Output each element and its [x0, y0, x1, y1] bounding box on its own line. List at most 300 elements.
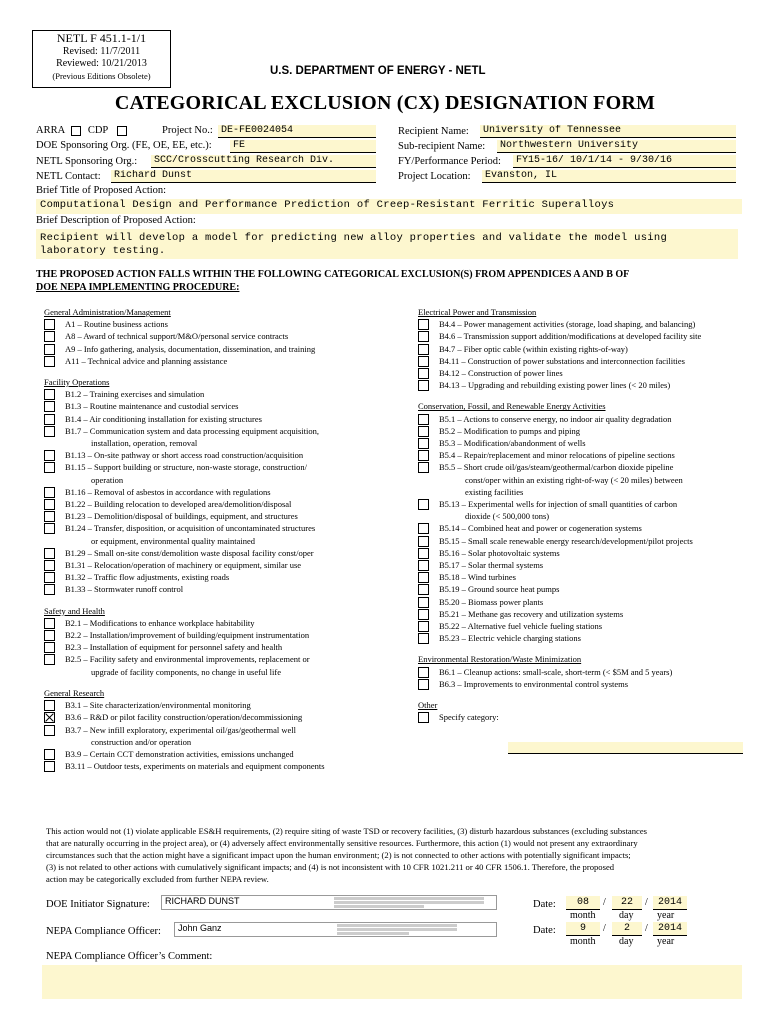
facility-operations-item: [44, 583, 374, 595]
electrical-power-text: B4.11 – Construction of power substations and interconnection facilities: [439, 355, 685, 366]
category-heading-other: Other: [418, 700, 438, 711]
conservation-fossil-renewable-item: [418, 498, 744, 522]
date1-day-field[interactable]: 22: [612, 896, 642, 910]
general-administration-text: A11 – Technical advice and planning assistance: [65, 355, 228, 366]
facility-operations-item: [44, 461, 374, 485]
general-administration-item: [44, 355, 374, 367]
facility-operations-label: [65, 461, 374, 485]
list-environmental-restoration: [418, 666, 744, 690]
general-research-label: [65, 748, 374, 760]
conservation-fossil-renewable-item: [418, 547, 744, 559]
disclaimer-line: (3) is not related to other actions with cumulatively significant impacts; and (4) is not inconsistent with 10 CFR 1021.211 or 40 CFR 1506.1. Therefore, the proposed: [46, 862, 615, 872]
safety-health-checkbox[interactable]: [44, 642, 55, 653]
facility-operations-label: [65, 388, 374, 400]
brief-title-field[interactable]: [36, 199, 742, 214]
conservation-fossil-renewable-label: [439, 559, 744, 571]
facility-operations-item: [44, 547, 374, 559]
facility-operations-checkbox[interactable]: [44, 572, 55, 583]
brief-title-text: Computational Design and Performance Prediction of Creep-Resistant Ferritic Superalloys: [40, 199, 615, 211]
facility-operations-label: [65, 449, 374, 461]
general-research-text: B3.11 – Outdoor tests, experiments on materials and equipment components: [65, 761, 325, 772]
project-no-label: Project No.:: [162, 125, 213, 136]
electrical-power-item: [418, 330, 744, 342]
facility-operations-item: [44, 449, 374, 461]
initiator-signature-field[interactable]: [161, 895, 497, 910]
general-administration-text: A8 – Award of technical support/M&O/personal service contracts: [65, 331, 289, 342]
conservation-fossil-renewable-item: [418, 608, 744, 620]
electrical-power-checkbox[interactable]: [418, 380, 429, 391]
fy-label: FY/Performance Period:: [398, 156, 501, 167]
agency-title: U.S. DEPARTMENT OF ENERGY - NETL: [270, 65, 486, 77]
conservation-fossil-renewable-label: [439, 461, 744, 498]
officer-signature-field[interactable]: [174, 922, 497, 937]
facility-operations-checkbox[interactable]: [44, 414, 55, 425]
recipient-field[interactable]: University of Tennessee: [480, 125, 736, 138]
general-research-text-continued: construction and/or operation: [91, 736, 192, 747]
disclaimer-text: [46, 825, 746, 885]
facility-operations-item: [44, 571, 374, 583]
conservation-fossil-renewable-text: B5.22 – Alternative fuel vehicle fueling stations: [439, 621, 603, 632]
doe-org-field[interactable]: FE: [230, 140, 376, 153]
recipient-label: Recipient Name:: [398, 126, 469, 137]
electrical-power-checkbox[interactable]: [418, 331, 429, 342]
general-administration-checkbox[interactable]: [44, 344, 55, 355]
conservation-fossil-renewable-item: [418, 620, 744, 632]
conservation-fossil-renewable-checkbox[interactable]: [418, 499, 429, 510]
conservation-fossil-renewable-text: B5.18 – Wind turbines: [439, 572, 516, 583]
conservation-fossil-renewable-checkbox[interactable]: [418, 536, 429, 547]
conservation-fossil-renewable-item: [418, 413, 744, 425]
conservation-fossil-renewable-checkbox[interactable]: [418, 584, 429, 595]
revised-date: Revised: 11/7/2011: [62, 46, 141, 57]
date-label: Date:: [533, 899, 556, 910]
date-separator: /: [645, 923, 648, 934]
conservation-fossil-renewable-text: B5.19 – Ground source heat pumps: [439, 584, 560, 595]
conservation-fossil-renewable-item: [418, 596, 744, 608]
general-research-item: [44, 748, 374, 760]
general-research-item: [44, 711, 374, 723]
list-safety-health: [44, 617, 374, 678]
general-research-item: [44, 760, 374, 772]
safety-health-label: [65, 653, 374, 677]
conservation-fossil-renewable-text: B5.15 – Small scale renewable energy research/development/pilot projects: [439, 535, 693, 546]
electrical-power-checkbox[interactable]: [418, 319, 429, 330]
facility-operations-label: [65, 425, 374, 449]
facility-operations-item: [44, 522, 374, 546]
facility-operations-text: B1.16 – Removal of asbestos in accordance with regulations: [65, 486, 271, 497]
electrical-power-item: [418, 318, 744, 330]
officer-signature-name: John Ganz: [178, 923, 222, 933]
general-administration-item: [44, 343, 374, 355]
brief-desc-line-1: Recipient will develop a model for predicting new alloy properties and validate the model using: [40, 232, 668, 244]
safety-health-item: [44, 653, 374, 677]
month-caption: month: [570, 936, 596, 947]
facility-operations-text: B1.4 – Air conditioning installation for existing structures: [65, 413, 262, 424]
previous-editions-note: (Previous Editions Obsolete): [52, 71, 151, 81]
category-heading-facility-operations: Facility Operations: [44, 377, 110, 388]
general-research-text: B3.6 – R&D or pilot facility construction/operation/decommissioning: [65, 712, 303, 723]
general-research-item: [44, 724, 374, 748]
facility-operations-label: [65, 486, 374, 498]
general-administration-checkbox[interactable]: [44, 319, 55, 330]
day-caption: day: [619, 910, 634, 921]
safety-health-text: B2.5 – Facility safety and environmental improvements, replacement or: [65, 654, 310, 665]
conservation-fossil-renewable-item: [418, 522, 744, 534]
facility-operations-label: [65, 400, 374, 412]
facility-operations-checkbox[interactable]: [44, 487, 55, 498]
general-research-label: [65, 724, 374, 748]
arra-text: ARRA: [36, 125, 65, 136]
other-checkbox[interactable]: [418, 712, 429, 723]
date-separator: /: [645, 897, 648, 908]
conservation-fossil-renewable-checkbox[interactable]: [418, 414, 429, 425]
year-caption: year: [657, 910, 675, 921]
conservation-fossil-renewable-text: B5.1 – Actions to conserve energy, no indoor air quality degradation: [439, 413, 672, 424]
facility-operations-checkbox[interactable]: [44, 548, 55, 559]
conservation-fossil-renewable-label: [439, 583, 744, 595]
conservation-fossil-renewable-text-continued: existing facilities: [465, 486, 524, 497]
safety-health-label: [65, 617, 374, 629]
electrical-power-label: [439, 318, 744, 330]
safety-health-checkbox[interactable]: [44, 654, 55, 665]
conservation-fossil-renewable-item: [418, 449, 744, 461]
conservation-fossil-renewable-label: [439, 425, 744, 437]
general-administration-label: [65, 355, 374, 367]
location-label: Project Location:: [398, 171, 471, 182]
facility-operations-item: [44, 388, 374, 400]
general-administration-label: [65, 343, 374, 355]
digital-signature-stamp: [337, 924, 457, 935]
fy-field[interactable]: FY15-16/ 10/1/14 - 9/30/16: [513, 155, 736, 168]
safety-health-checkbox[interactable]: [44, 618, 55, 629]
facility-operations-text: B1.33 – Stormwater runoff control: [65, 584, 184, 595]
netl-contact-field[interactable]: Richard Dunst: [111, 170, 376, 183]
section-heading-line-1: THE PROPOSED ACTION FALLS WITHIN THE FOLLOWING CATEGORICAL EXCLUSION(S) FROM APPENDICES A AND B OF: [36, 269, 630, 280]
electrical-power-text: B4.6 – Transmission support addition/modifications at developed facility site: [439, 331, 702, 342]
facility-operations-text: B1.29 – Small on-site const/demolition waste disposal facility const/oper: [65, 547, 314, 558]
conservation-fossil-renewable-checkbox[interactable]: [418, 621, 429, 632]
left-column: [44, 306, 374, 772]
date2-month-field[interactable]: 9: [566, 922, 600, 936]
section-heading-line-2: DOE NEPA IMPLEMENTING PROCEDURE:: [36, 282, 240, 293]
electrical-power-label: [439, 330, 744, 342]
conservation-fossil-renewable-item: [418, 559, 744, 571]
electrical-power-item: [418, 355, 744, 367]
date2-year-field[interactable]: 2014: [653, 922, 687, 936]
general-administration-checkbox[interactable]: [44, 331, 55, 342]
category-heading-safety-health: Safety and Health: [44, 605, 105, 616]
facility-operations-text: B1.13 – On-site pathway or short access road construction/acquisition: [65, 450, 304, 461]
reviewed-date: Reviewed: 10/21/2013: [56, 58, 147, 69]
date1-year-field[interactable]: 2014: [653, 896, 687, 910]
facility-operations-checkbox[interactable]: [44, 401, 55, 412]
conservation-fossil-renewable-label: [439, 449, 744, 461]
general-research-text: B3.1 – Site characterization/environmental monitoring: [65, 700, 251, 711]
category-heading-environmental-restoration: Environmental Restoration/Waste Minimization: [418, 654, 582, 665]
date-separator: /: [603, 923, 606, 934]
subrecipient-label: Sub-recipient Name:: [398, 141, 486, 152]
general-research-text: B3.9 – Certain CCT demonstration activities, emissions unchanged: [65, 748, 294, 759]
safety-health-item: [44, 641, 374, 653]
electrical-power-checkbox[interactable]: [418, 368, 429, 379]
conservation-fossil-renewable-text: B5.20 – Biomass power plants: [439, 596, 544, 607]
general-research-checkbox[interactable]: [44, 700, 55, 711]
general-research-label: [65, 760, 374, 772]
facility-operations-checkbox[interactable]: [44, 462, 55, 473]
electrical-power-label: [439, 379, 744, 391]
date1-month-field[interactable]: 08: [566, 896, 600, 910]
facility-operations-checkbox[interactable]: [44, 450, 55, 461]
conservation-fossil-renewable-text: B5.16 – Solar photovoltaic systems: [439, 547, 560, 558]
conservation-fossil-renewable-label: [439, 535, 744, 547]
conservation-fossil-renewable-checkbox[interactable]: [418, 438, 429, 449]
list-general-research: [44, 699, 374, 772]
arra-label: [36, 125, 127, 136]
other-item: [418, 711, 744, 723]
conservation-fossil-renewable-text: B5.17 – Solar thermal systems: [439, 560, 544, 571]
electrical-power-text: B4.7 – Fiber optic cable (within existing rights-of-way): [439, 343, 628, 354]
safety-health-checkbox[interactable]: [44, 630, 55, 641]
facility-operations-checkbox[interactable]: [44, 389, 55, 400]
right-column: [418, 306, 744, 724]
disclaimer-line: This action would not (1) violate applicable ES&H requirements, (2) require siting of waste TSD or recovery facilities, (3) disturb hazardous substances (excluding substances: [46, 826, 648, 836]
conservation-fossil-renewable-label: [439, 571, 744, 583]
conservation-fossil-renewable-checkbox[interactable]: [418, 523, 429, 534]
environmental-restoration-label: [439, 666, 744, 678]
netl-org-field[interactable]: SCC/Crosscutting Research Div.: [151, 155, 376, 168]
location-field[interactable]: Evanston, IL: [482, 170, 736, 183]
facility-operations-label: [65, 547, 374, 559]
conservation-fossil-renewable-checkbox[interactable]: [418, 560, 429, 571]
general-research-checkbox[interactable]: [44, 712, 55, 723]
category-heading-general-administration: General Administration/Management: [44, 307, 171, 317]
list-conservation-fossil-renewable: [418, 413, 744, 645]
conservation-fossil-renewable-checkbox[interactable]: [418, 572, 429, 583]
category-heading-general-research: General Research: [44, 687, 105, 698]
environmental-restoration-checkbox[interactable]: [418, 667, 429, 678]
facility-operations-text: B1.2 – Training exercises and simulation: [65, 389, 205, 400]
cdp-checkbox[interactable]: [117, 126, 127, 136]
list-facility-operations: [44, 388, 374, 595]
conservation-fossil-renewable-checkbox[interactable]: [418, 426, 429, 437]
conservation-fossil-renewable-checkbox[interactable]: [418, 450, 429, 461]
other-label: Specify category:: [439, 712, 499, 723]
conservation-fossil-renewable-label: [439, 522, 744, 534]
facility-operations-label: [65, 571, 374, 583]
form-title: CATEGORICAL EXCLUSION (CX) DESIGNATION FORM: [114, 92, 656, 114]
brief-title-label: Brief Title of Proposed Action:: [36, 185, 167, 196]
facility-operations-item: [44, 400, 374, 412]
general-research-item: [44, 699, 374, 711]
conservation-fossil-renewable-label: [439, 632, 744, 644]
general-administration-item: [44, 330, 374, 342]
netl-org-label: NETL Sponsoring Org.:: [36, 156, 138, 167]
facility-operations-text-continued: installation, operation, removal: [91, 438, 198, 449]
facility-operations-checkbox[interactable]: [44, 511, 55, 522]
facility-operations-label: [65, 510, 374, 522]
facility-operations-item: [44, 413, 374, 425]
general-research-text: B3.7 – New infill exploratory, experimental oil/gas/geothermal well: [65, 724, 297, 735]
conservation-fossil-renewable-label: [439, 596, 744, 608]
conservation-fossil-renewable-text: B5.5 – Short crude oil/gas/steam/geothermal/carbon dioxide pipeline: [439, 462, 674, 473]
brief-desc-line-2: laboratory testing.: [40, 245, 166, 257]
brief-desc-field[interactable]: [36, 229, 738, 259]
electrical-power-text: B4.12 – Construction of power lines: [439, 368, 563, 379]
safety-health-text-continued: upgrade of facility components, no change in useful life: [91, 666, 282, 677]
conservation-fossil-renewable-label: [439, 547, 744, 559]
category-heading-electrical-power: Electrical Power and Transmission: [418, 307, 537, 317]
facility-operations-label: [65, 522, 374, 546]
conservation-fossil-renewable-item: [418, 571, 744, 583]
electrical-power-label: [439, 367, 744, 379]
general-administration-label: [65, 318, 374, 330]
safety-health-label: [65, 629, 374, 641]
officer-comment-field[interactable]: [42, 965, 742, 999]
officer-signature-label: NEPA Compliance Officer:: [46, 926, 161, 937]
general-research-checkbox[interactable]: [44, 725, 55, 736]
facility-operations-text-continued: operation: [91, 474, 124, 485]
electrical-power-checkbox[interactable]: [418, 344, 429, 355]
conservation-fossil-renewable-label: [439, 498, 744, 522]
netl-contact-label: NETL Contact:: [36, 171, 101, 182]
facility-operations-text: B1.15 – Support building or structure, non-waste storage, construction/: [65, 462, 307, 473]
month-caption: month: [570, 910, 596, 921]
electrical-power-checkbox[interactable]: [418, 356, 429, 367]
conservation-fossil-renewable-item: [418, 632, 744, 644]
general-administration-item: [44, 318, 374, 330]
safety-health-item: [44, 629, 374, 641]
conservation-fossil-renewable-text: B5.2 – Modification to pumps and piping: [439, 425, 580, 436]
initiator-signature-name: RICHARD DUNST: [165, 896, 240, 906]
facility-operations-label: [65, 559, 374, 571]
officer-comment-label: NEPA Compliance Officer’s Comment:: [46, 951, 213, 962]
environmental-restoration-label: [439, 678, 744, 690]
conservation-fossil-renewable-checkbox[interactable]: [418, 609, 429, 620]
facility-operations-item: [44, 425, 374, 449]
electrical-power-item: [418, 343, 744, 355]
facility-operations-label: [65, 413, 374, 425]
facility-operations-checkbox[interactable]: [44, 560, 55, 571]
project-no-field[interactable]: DE-FE0024054: [218, 125, 376, 138]
initiator-signature-label: DOE Initiator Signature:: [46, 899, 150, 910]
conservation-fossil-renewable-text: B5.21 – Methane gas recovery and utilization systems: [439, 608, 624, 619]
subrecipient-field[interactable]: Northwestern University: [497, 140, 736, 153]
conservation-fossil-renewable-text: B5.13 – Experimental wells for injection of small quantities of carbon: [439, 499, 678, 510]
general-administration-label: [65, 330, 374, 342]
safety-health-label: [65, 641, 374, 653]
conservation-fossil-renewable-text-continued: dioxide (< 500,000 tons): [465, 511, 550, 522]
conservation-fossil-renewable-label: [439, 437, 744, 449]
safety-health-item: [44, 617, 374, 629]
general-administration-text: A1 – Routine business actions: [65, 319, 168, 330]
year-caption: year: [657, 936, 675, 947]
conservation-fossil-renewable-label: [439, 620, 744, 632]
conservation-fossil-renewable-item: [418, 535, 744, 547]
facility-operations-checkbox[interactable]: [44, 523, 55, 534]
conservation-fossil-renewable-checkbox[interactable]: [418, 548, 429, 559]
conservation-fossil-renewable-text: B5.23 – Electric vehicle charging stations: [439, 633, 581, 644]
facility-operations-text: B1.31 – Relocation/operation of machinery or equipment, similar use: [65, 560, 302, 571]
disclaimer-line: action may be categorically excluded from further NEPA review.: [46, 874, 269, 884]
general-research-checkbox[interactable]: [44, 761, 55, 772]
date-label: Date:: [533, 925, 556, 936]
disclaimer-line: circumstances such that the action might have a significant impact upon the human environment; (2) is not connected to other actions with potentially significant impacts;: [46, 850, 631, 860]
safety-health-text: B2.1 – Modifications to enhance workplace habitability: [65, 617, 255, 628]
conservation-fossil-renewable-text: B5.14 – Combined heat and power or cogeneration systems: [439, 523, 642, 534]
general-administration-checkbox[interactable]: [44, 356, 55, 367]
facility-operations-text: B1.23 – Demolition/disposal of buildings, equipment, and structures: [65, 511, 298, 522]
section-heading: [36, 268, 736, 294]
facility-operations-text: B1.7 – Communication system and data processing equipment acquisition,: [65, 425, 320, 436]
conservation-fossil-renewable-label: [439, 413, 744, 425]
facility-operations-label: [65, 583, 374, 595]
electrical-power-label: [439, 343, 744, 355]
facility-operations-text: B1.32 – Traffic flow adjustments, existing roads: [65, 572, 230, 583]
conservation-fossil-renewable-checkbox[interactable]: [418, 597, 429, 608]
day-caption: day: [619, 936, 634, 947]
general-research-label: [65, 711, 374, 723]
conservation-fossil-renewable-item: [418, 437, 744, 449]
facility-operations-text: B1.3 – Routine maintenance and custodial services: [65, 401, 239, 412]
digital-signature-stamp: [334, 897, 484, 908]
facility-operations-item: [44, 559, 374, 571]
conservation-fossil-renewable-checkbox[interactable]: [418, 633, 429, 644]
brief-desc-label: Brief Description of Proposed Action:: [36, 215, 196, 226]
general-administration-text: A9 – Info gathering, analysis, documentation, dissemination, and training: [65, 343, 316, 354]
date-separator: /: [603, 897, 606, 908]
facility-operations-text: B1.24 – Transfer, disposition, or acquisition of uncontaminated structures: [65, 523, 316, 534]
conservation-fossil-renewable-checkbox[interactable]: [418, 462, 429, 473]
form-number: NETL F 451.1-1/1: [56, 31, 147, 45]
facility-operations-checkbox[interactable]: [44, 499, 55, 510]
facility-operations-text-continued: or equipment, environmental quality maintained: [91, 535, 256, 546]
environmental-restoration-item: [418, 678, 744, 690]
facility-operations-label: [65, 498, 374, 510]
conservation-fossil-renewable-item: [418, 425, 744, 437]
electrical-power-text: B4.4 – Power management activities (storage, load shaping, and balancing): [439, 319, 696, 330]
conservation-fossil-renewable-item: [418, 583, 744, 595]
general-research-checkbox[interactable]: [44, 749, 55, 760]
conservation-fossil-renewable-text: B5.3 – Modification/abandonment of wells: [439, 438, 586, 449]
conservation-fossil-renewable-label: [439, 608, 744, 620]
electrical-power-item: [418, 379, 744, 391]
safety-health-text: B2.2 – Installation/improvement of building/equipment instrumentation: [65, 630, 310, 641]
electrical-power-text: B4.13 – Upgrading and rebuilding existing power lines (< 20 miles): [439, 380, 671, 391]
electrical-power-label: [439, 355, 744, 367]
facility-operations-item: [44, 498, 374, 510]
environmental-restoration-checkbox[interactable]: [418, 679, 429, 690]
arra-checkbox[interactable]: [71, 126, 81, 136]
cdp-text: CDP: [87, 125, 108, 136]
list-general-administration: [44, 318, 374, 367]
facility-operations-checkbox[interactable]: [44, 426, 55, 437]
electrical-power-item: [418, 367, 744, 379]
safety-health-text: B2.3 – Installation of equipment for personnel safety and health: [65, 642, 283, 653]
list-electrical-power: [418, 318, 744, 391]
doe-org-label: DOE Sponsoring Org. (FE, OE, EE, etc.):: [36, 140, 212, 151]
environmental-restoration-item: [418, 666, 744, 678]
facility-operations-checkbox[interactable]: [44, 584, 55, 595]
conservation-fossil-renewable-item: [418, 461, 744, 498]
disclaimer-line: that are naturally occurring in the project area), or (4) adversely affect environmentally sensitive resources. Furthermore, this action (1) would not present any extraordinary: [46, 838, 638, 848]
facility-operations-item: [44, 510, 374, 522]
facility-operations-item: [44, 486, 374, 498]
conservation-fossil-renewable-text: B5.4 – Repair/replacement and minor relocations of pipeline sections: [439, 450, 675, 461]
facility-operations-text: B1.22 – Building relocation to developed area/demolition/disposal: [65, 499, 292, 510]
category-heading-conservation-fossil-renewable: Conservation, Fossil, and Renewable Energy Activities: [418, 401, 606, 412]
other-category-field[interactable]: [508, 742, 743, 754]
date2-day-field[interactable]: 2: [612, 922, 642, 936]
